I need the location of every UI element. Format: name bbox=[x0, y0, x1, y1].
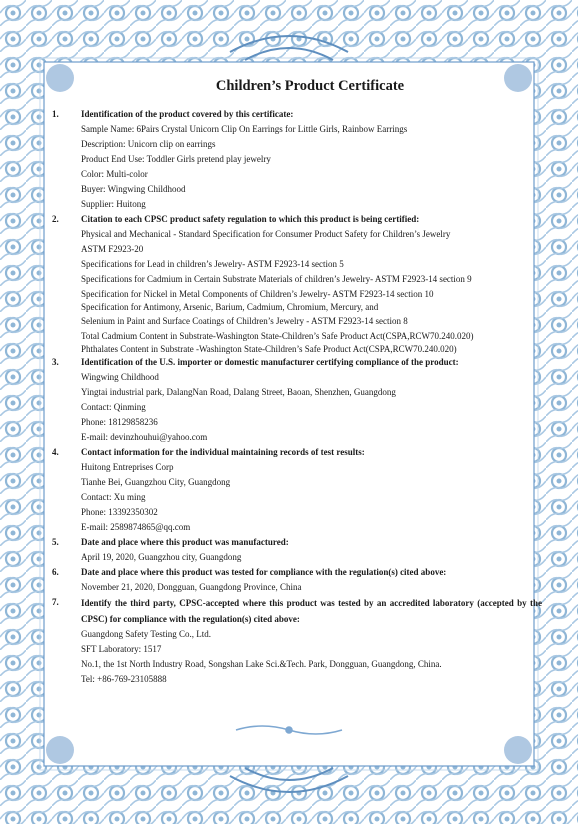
section-line: Specification for Nickel in Metal Components of Children’s Jewelry- ASTM F2923-14 section 10 bbox=[81, 289, 434, 299]
section-line: ASTM F2923-20 bbox=[81, 244, 144, 254]
section-6 bbox=[52, 565, 542, 595]
section-line: Yingtai industrial park, DalangNan Road, Dalang Street, Baoan, Shenzhen, Guangdong bbox=[81, 387, 396, 397]
section-heading: Date and place where this product was manufactured: bbox=[81, 537, 289, 547]
section-number: 7. bbox=[52, 597, 59, 607]
section-line: Tianhe Bei, Guangzhou City, Guangdong bbox=[81, 477, 231, 487]
section-line: November 21, 2020, Dongguan, Guangdong Province, China bbox=[81, 582, 302, 592]
section-line: Specifications for Cadmium in Certain Substrate Materials of children’s Jewelry- ASTM F2923-14 section 9 bbox=[81, 274, 472, 284]
section-3 bbox=[52, 355, 542, 445]
section-number: 3. bbox=[52, 357, 59, 367]
section-2 bbox=[52, 212, 542, 355]
section-line: Specifications for Lead in children’s Jewelry- ASTM F2923-14 section 5 bbox=[81, 259, 344, 269]
page-title: Children’s Product Certificate bbox=[215, 78, 405, 94]
section-heading: Citation to each CPSC product safety regulation to which this product is being certified: bbox=[81, 214, 420, 224]
section-line: E-mail: devinzhouhui@yahoo.com bbox=[81, 432, 208, 442]
section-line: Contact: Xu ming bbox=[81, 492, 146, 502]
section-heading: Identify the third party, CPSC-accepted where this product was tested by an accredited laboratory (accepted by the CPSC) for compliance with the regulation(s) cited above: bbox=[81, 598, 542, 624]
section-line: Contact: Qinming bbox=[81, 402, 146, 412]
section-line: Tel: +86-769-23105888 bbox=[81, 674, 167, 684]
section-line: Supplier: Huitong bbox=[81, 199, 146, 209]
section-heading: Identification of the U.S. importer or domestic manufacturer certifying compliance of the product: bbox=[81, 357, 459, 367]
section-heading: Identification of the product covered by this certificate: bbox=[81, 109, 294, 119]
section-line: Selenium in Paint and Surface Coatings of Children’s Jewelry - ASTM F2923-14 section 8 bbox=[81, 315, 408, 326]
section-line: Sample Name: 6Pairs Crystal Unicorn Clip On Earrings for Little Girls, Rainbow Earrings bbox=[81, 124, 408, 134]
section-heading: Date and place where this product was tested for compliance with the regulation(s) cited above: bbox=[81, 567, 447, 577]
section-line: Phone: 18129858236 bbox=[81, 417, 158, 427]
section-line: SFT Laboratory: 1517 bbox=[81, 644, 162, 654]
section-line: Physical and Mechanical - Standard Specification for Consumer Product Safety for Children’s Jewelry bbox=[81, 229, 451, 239]
section-4 bbox=[52, 445, 542, 535]
section-number: 2. bbox=[52, 214, 59, 224]
section-line: Total Cadmium Content in Substrate-Washington State-Children’s Safe Product Act(CSPA,RCW70.240.020) bbox=[81, 330, 474, 341]
section-line: Color: Multi-color bbox=[81, 169, 148, 179]
section-line: Phone: 13392350302 bbox=[81, 507, 158, 517]
section-number: 6. bbox=[52, 567, 59, 577]
section-line: Phthalates Content in Substrate -Washington State-Children’s Safe Product Act(CSPA,RCW70.240.020) bbox=[81, 343, 457, 354]
section-1 bbox=[52, 107, 542, 212]
section-line: Huitong Entreprises Corp bbox=[81, 462, 174, 472]
section-number: 5. bbox=[52, 537, 59, 547]
section-heading: Contact information for the individual maintaining records of test results: bbox=[81, 447, 365, 457]
section-number: 1. bbox=[52, 109, 59, 119]
section-line: Buyer: Wingwing Childhood bbox=[81, 184, 186, 194]
certificate bbox=[52, 78, 542, 687]
section-number: 4. bbox=[52, 447, 59, 457]
section-line: Guangdong Safety Testing Co., Ltd. bbox=[81, 629, 211, 639]
section-5 bbox=[52, 535, 542, 565]
section-line: April 19, 2020, Guangzhou city, Guangdong bbox=[81, 552, 242, 562]
section-7 bbox=[52, 595, 542, 687]
section-line: Product End Use: Toddler Girls pretend play jewelry bbox=[81, 154, 271, 164]
section-line: No.1, the 1st North Industry Road, Songshan Lake Sci.&Tech. Park, Dongguan, Guangdong, China. bbox=[81, 659, 442, 669]
section-line: E-mail: 2589874865@qq.com bbox=[81, 522, 191, 532]
section-line: Wingwing Childhood bbox=[81, 372, 159, 382]
section-line: Description: Unicorn clip on earrings bbox=[81, 139, 216, 149]
section-line: Specification for Antimony, Arsenic, Barium, Cadmium, Chromium, Mercury, and bbox=[81, 302, 379, 312]
